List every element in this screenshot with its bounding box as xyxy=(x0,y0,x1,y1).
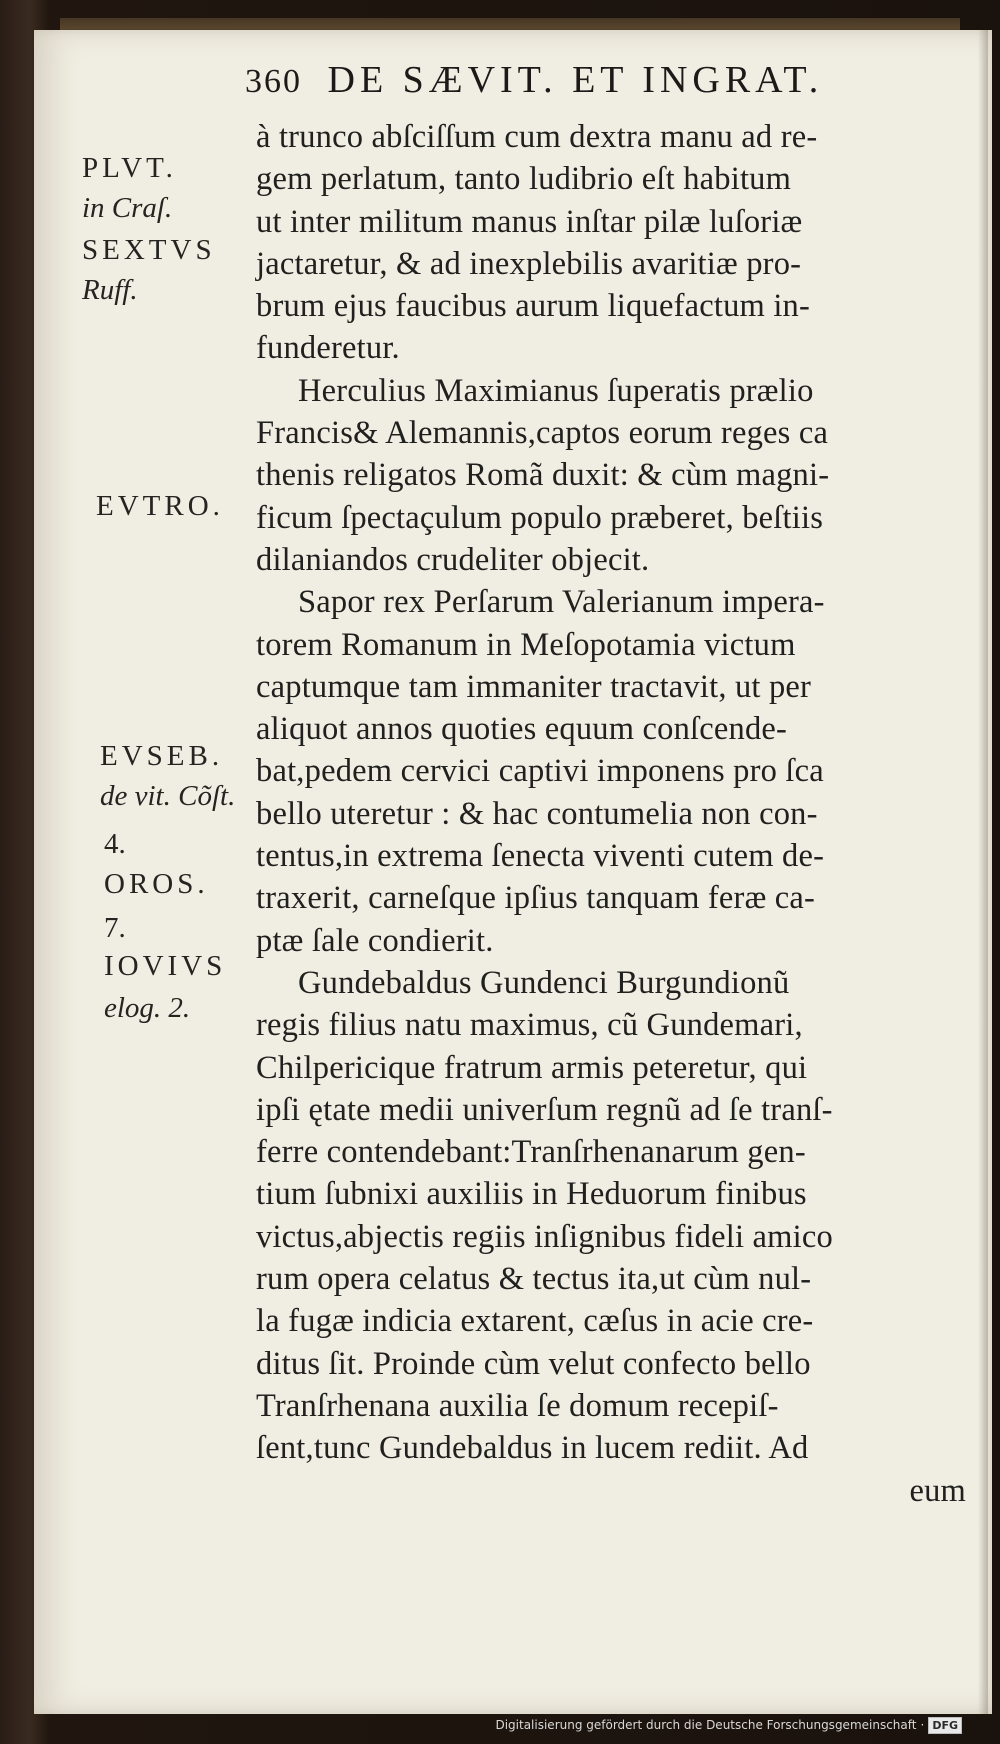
text-line: tium ſubnixi auxiliis in Heduorum finibus xyxy=(256,1176,807,1213)
digitization-credit xyxy=(495,1714,962,1736)
margin-note: IOVIVS xyxy=(104,950,227,982)
margin-note: de vit. Cõſt. xyxy=(100,780,236,812)
text-line: Tranſrhenana auxilia ſe domum recepiſ- xyxy=(256,1387,779,1424)
text-line: ficum ſpectaçulum populo præberet, beſtiis xyxy=(256,499,824,536)
margin-note: in Craſ. xyxy=(82,192,173,224)
text-line: brum ejus faucibus aurum liquefactum in- xyxy=(256,288,811,325)
text-line: dilaniandos crudeliter objecit. xyxy=(256,541,650,578)
text-line: torem Romanum in Meſopotamia victum xyxy=(256,626,796,663)
text-line: thenis religatos Romã duxit: & cùm magni- xyxy=(256,457,830,494)
page-gutter-shadow xyxy=(978,30,988,1714)
text-line: ferre contendebant:Tranſrhenanarum gen- xyxy=(256,1134,806,1171)
text-line: aliquot annos quoties equum conſcende- xyxy=(256,711,788,748)
text-line: ipſi ętate medii univerſum regnũ ad ſe tranſ- xyxy=(256,1091,833,1128)
text-line: tentus,in extrema ſenecta viventi cutem de- xyxy=(256,838,825,875)
text-line: Herculius Maximianus ſuperatis prælio xyxy=(298,372,814,409)
margin-note: SEXTVS xyxy=(82,234,216,266)
text-line: rum opera celatus & tectus ita,ut cùm nul- xyxy=(256,1261,812,1298)
margin-note: EVTRO. xyxy=(96,490,224,522)
margin-note: EVSEB. xyxy=(100,740,224,772)
margin-note: 7. xyxy=(104,912,126,944)
credit-separator: · xyxy=(920,1718,925,1732)
text-line: traxerit, carneſque ipſius tanquam feræ ca- xyxy=(256,880,816,917)
text-line: funderetur. xyxy=(256,330,400,367)
text-line: gem perlatum, tanto ludibrio eſt habitum xyxy=(256,161,792,198)
text-line: Francis& Alemannis,captos eorum reges ca xyxy=(256,415,829,452)
margin-note: 4. xyxy=(104,828,126,860)
text-line: ditus ſit. Proinde cùm velut confecto bello xyxy=(256,1345,811,1382)
margin-note: Ruff. xyxy=(82,274,138,306)
running-title: DE SÆVIT. ET INGRAT. xyxy=(327,59,824,101)
text-line: bat,pedem cervici captivi imponens pro ſca xyxy=(256,753,824,790)
text-line: jactaretur, & ad inexplebilis avaritiæ pro- xyxy=(256,245,802,282)
page-number: 360 xyxy=(245,63,302,100)
text-line: captumque tam immaniter tractavit, ut per xyxy=(256,668,812,705)
credit-text: Digitalisierung gefördert durch die Deutsche Forschungsgemeinschaft xyxy=(495,1718,917,1732)
text-line: Chilpericique fratrum armis peteretur, qui xyxy=(256,1049,808,1086)
catchword: eum xyxy=(909,1472,966,1509)
margin-note: OROS. xyxy=(104,868,209,900)
text-line: victus,abjectis regiis inſignibus fideli amico xyxy=(256,1218,833,1255)
text-line: ut inter militum manus inſtar pilæ luſoriæ xyxy=(256,203,803,240)
dfg-logo: DFG xyxy=(928,1717,962,1734)
body-text xyxy=(256,116,966,1512)
text-line: à trunco abſciſſum cum dextra manu ad re- xyxy=(256,119,818,155)
text-line: ptæ ſale condierit. xyxy=(256,922,494,959)
text-line: ſent,tunc Gundebaldus in lucem rediit. Ad xyxy=(256,1430,809,1467)
margin-note: elog. 2. xyxy=(104,992,191,1024)
text-line: Gundebaldus Gundenci Burgundionũ xyxy=(298,964,790,1001)
text-line: Sapor rex Perſarum Valerianum impera- xyxy=(298,584,825,621)
page-header xyxy=(245,58,965,108)
margin-note: PLVT. xyxy=(82,152,177,184)
text-line: la fugæ indicia extarent, cæſus in acie cre- xyxy=(256,1303,814,1340)
text-line: regis filius natu maximus, cũ Gundemari, xyxy=(256,1007,803,1044)
text-line: bello uteretur : & hac contumelia non con- xyxy=(256,795,818,832)
